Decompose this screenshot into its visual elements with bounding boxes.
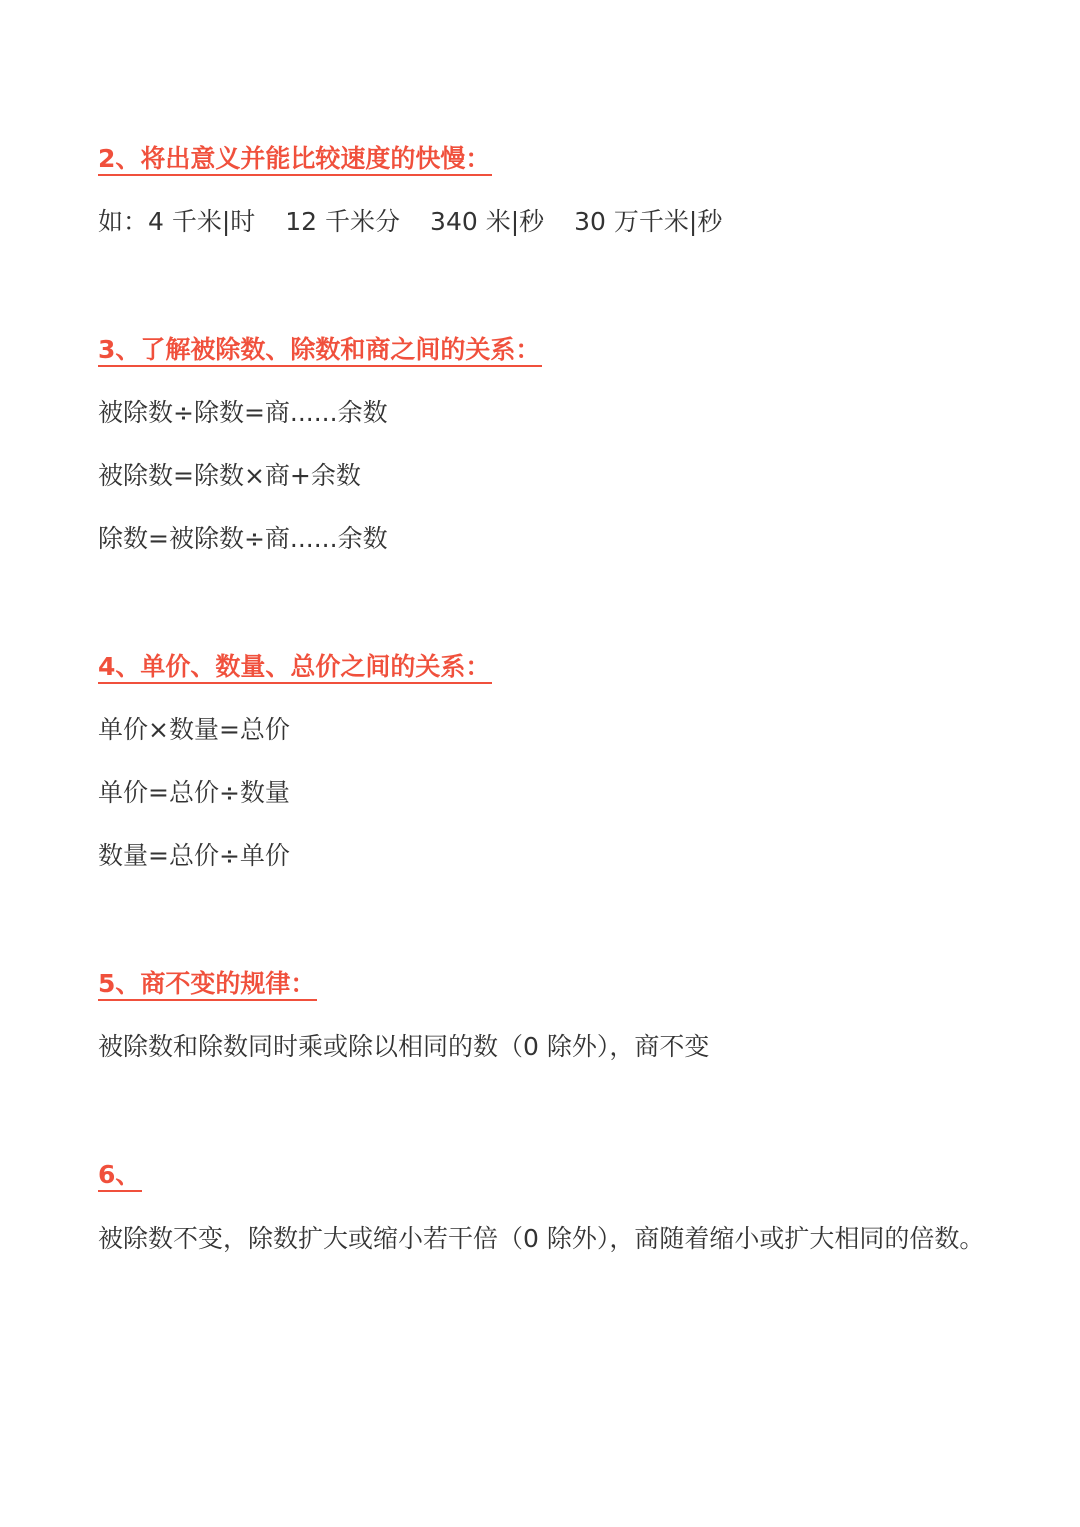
section-heading-quotient-rule: 5、商不变的规律： xyxy=(98,969,317,1001)
speed-example-2: 12 千米分 xyxy=(285,207,401,236)
speed-example-1: 如：4 千米|时 xyxy=(98,207,256,236)
section-heading-6: 6、 xyxy=(98,1160,142,1192)
price-formula-1: 单价×数量=总价 xyxy=(98,715,290,744)
division-formula-1: 被除数÷除数=商......余数 xyxy=(98,398,388,427)
price-formula-2: 单价=总价÷数量 xyxy=(98,778,290,807)
section-heading-division: 3、了解被除数、除数和商之间的关系： xyxy=(98,335,542,367)
speed-examples xyxy=(98,207,722,237)
divisor-change-rule-text: 被除数不变，除数扩大或缩小若干倍（0 除外），商随着缩小或扩大相同的倍数。 xyxy=(98,1224,985,1253)
section-heading-price: 4、单价、数量、总价之间的关系： xyxy=(98,652,492,684)
price-formula-3: 数量=总价÷单价 xyxy=(98,841,290,870)
division-formula-2: 被除数=除数×商+余数 xyxy=(98,461,361,490)
speed-example-3: 340 米|秒 xyxy=(430,207,545,236)
speed-example-4: 30 万千米|秒 xyxy=(574,207,723,236)
section-heading-speed: 2、将出意义并能比较速度的快慢： xyxy=(98,144,492,176)
division-formula-3: 除数=被除数÷商......余数 xyxy=(98,524,388,553)
quotient-rule-text: 被除数和除数同时乘或除以相同的数（0 除外），商不变 xyxy=(98,1032,710,1061)
